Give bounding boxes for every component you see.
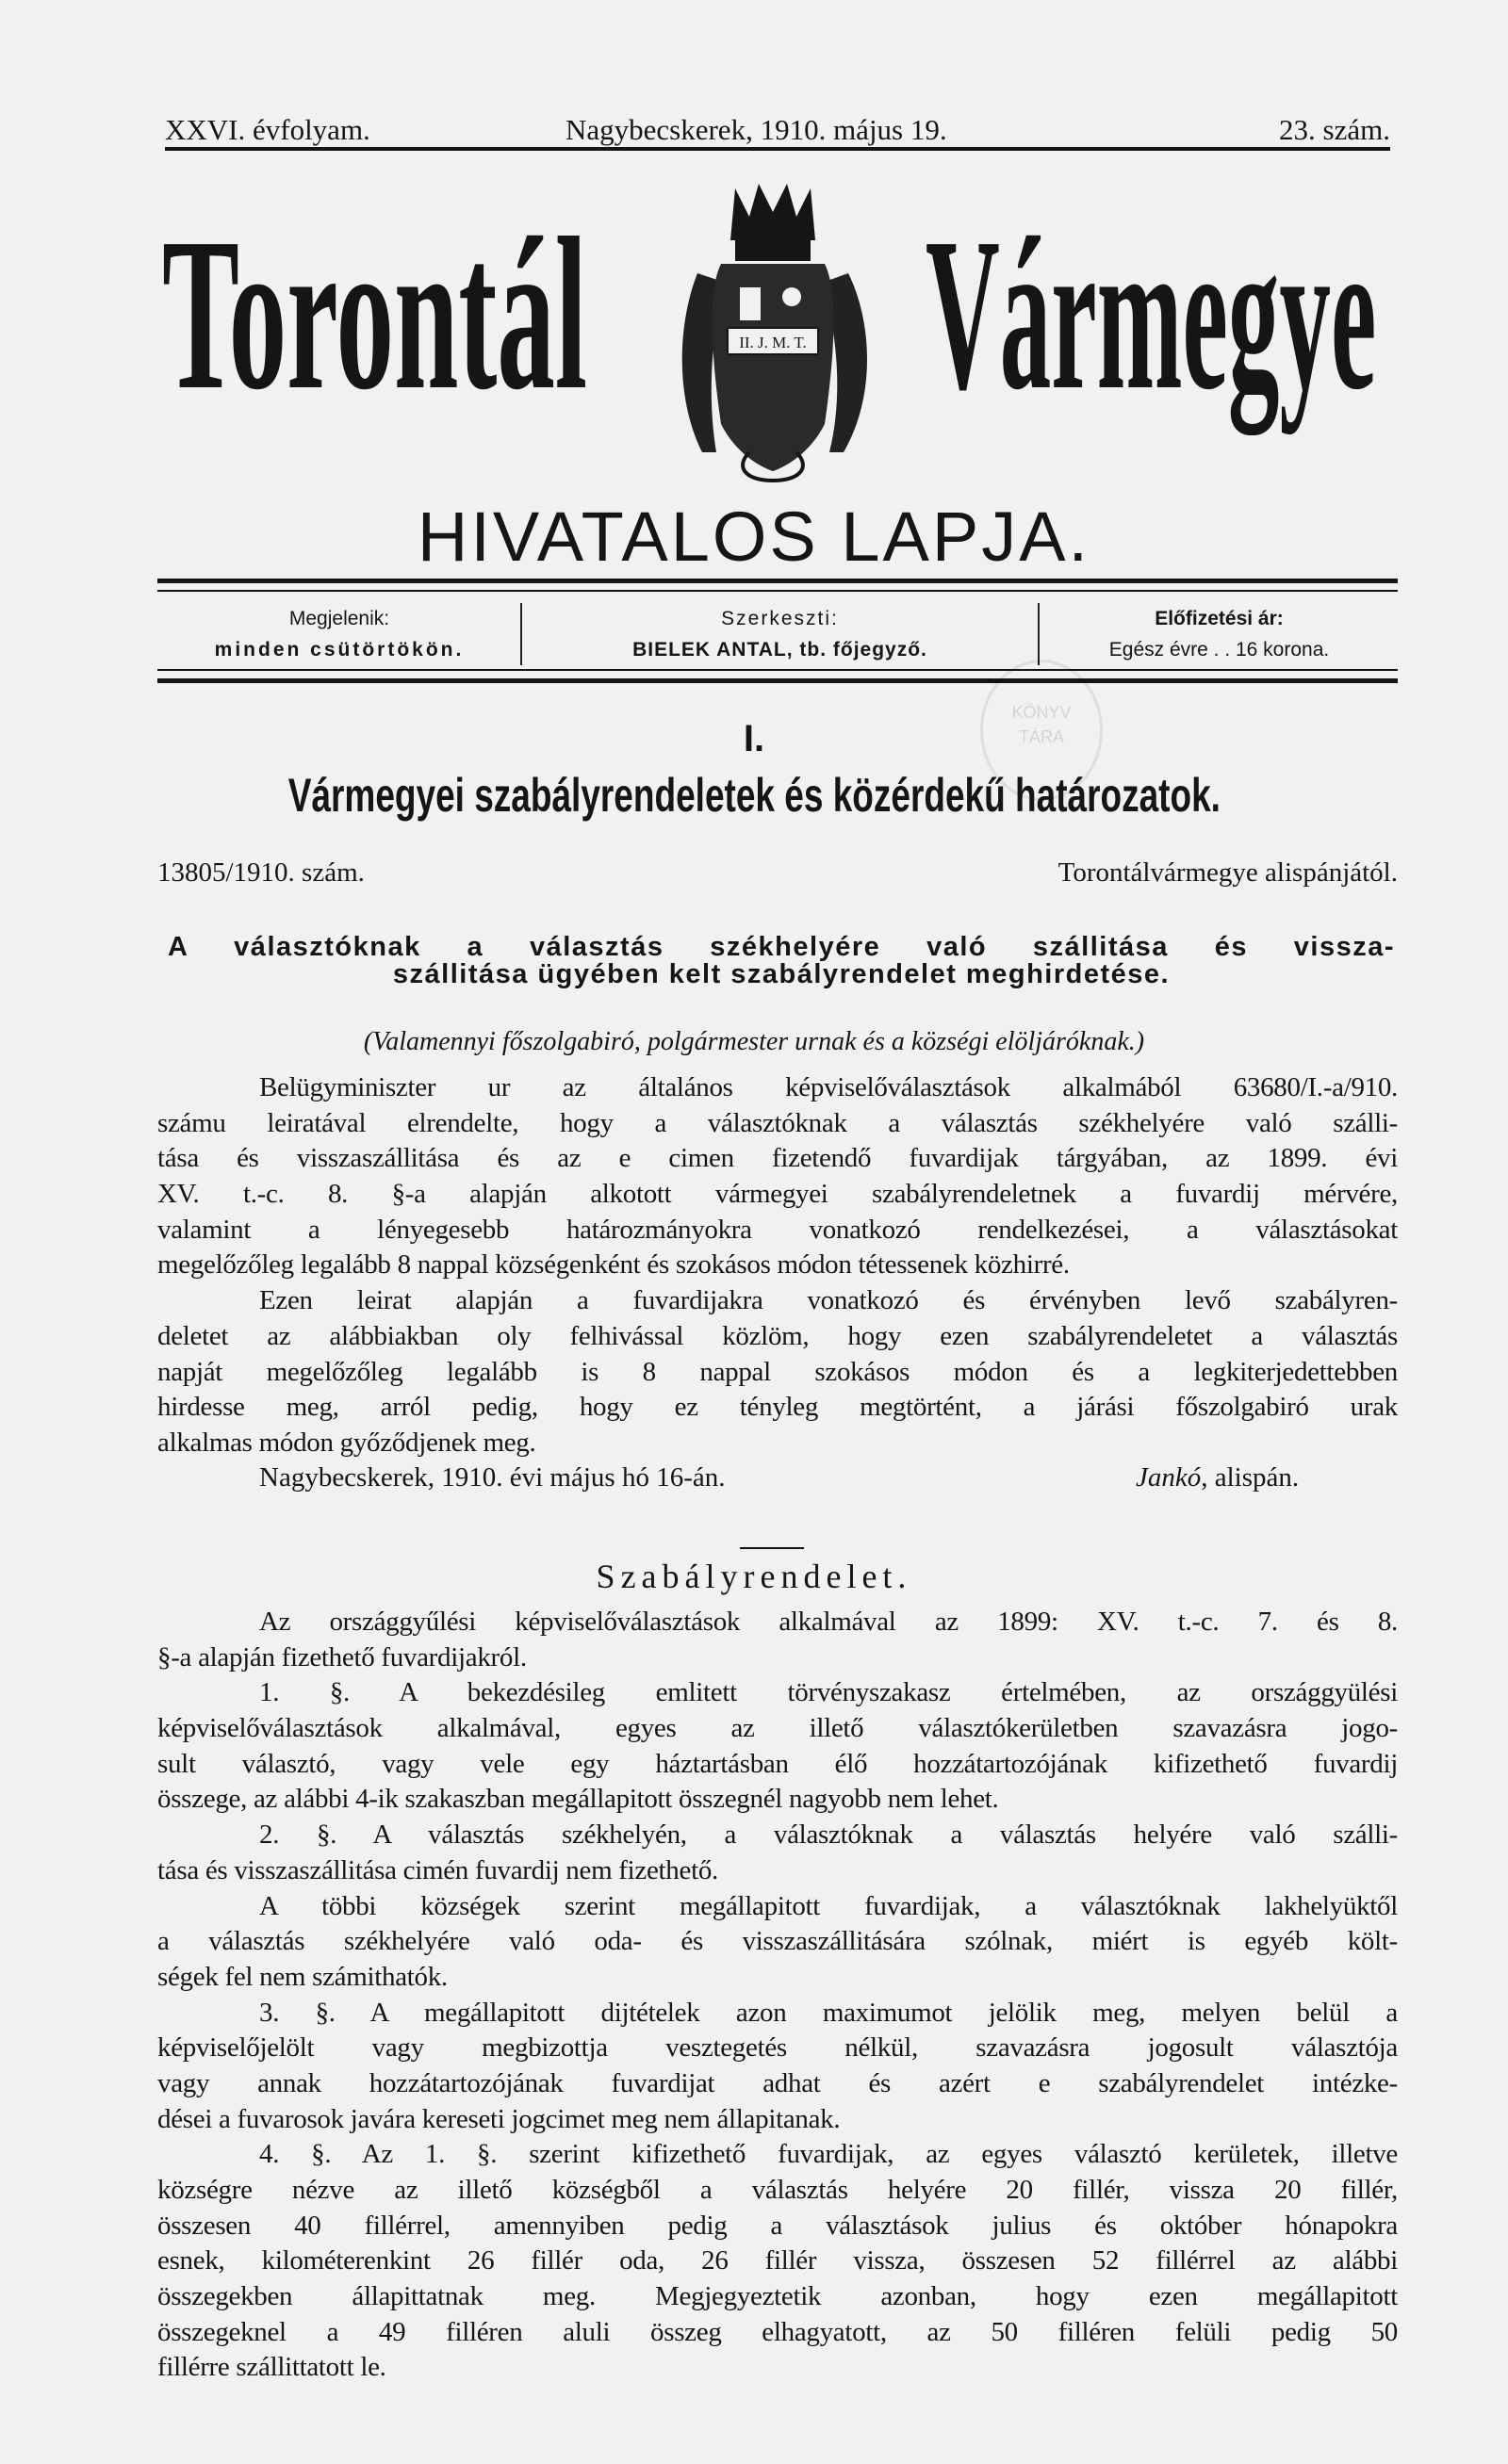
text-line: esnek, kilométerenkint 26 fillér oda, 26 fillér vissza, összesen 52 fillérrel az alábbi <box>157 2245 1398 2276</box>
masthead <box>165 113 1390 151</box>
divider <box>165 147 1390 151</box>
text-line: alkalmas módon győződjenek meg. <box>157 1427 536 1458</box>
text-line: összegeknel a 49 filléren aluli összeg elhagyatott, az 50 filléren felüli pedig 50 <box>157 2316 1398 2347</box>
published-value: minden csütörtökön. <box>214 639 465 661</box>
text-line: megelőzőleg legalább 8 nappal községenként és szokásos módon tétessenek közhirré. <box>157 1249 1070 1281</box>
text-line: 3. §. A megállapitott dijtételek azon maximumot jelölik meg, melyen belül a <box>259 1997 1398 2028</box>
text-line: §-a alapján fizethető fuvardijakról. <box>157 1641 527 1673</box>
section-title: Vármegyei szabályrendeletek és közérdekű határozatok. <box>287 769 1221 822</box>
reference-number: 13805/1910. szám. <box>157 857 365 888</box>
notice-heading-line: szállitása ügyében kelt szabályrendelet meghirdetése. <box>392 959 1171 989</box>
regulation-body <box>157 1605 1398 2386</box>
text-line: Belügyminiszter ur az általános képviselőválasztások alkalmából 63680/I.-a/910. <box>259 1072 1398 1102</box>
text-line: a választás székhelyére való oda- és visszaszállitására szólnak, miért is egyéb költ- <box>157 1926 1398 1957</box>
info-editor <box>523 603 1037 665</box>
info-subscription <box>1041 603 1398 665</box>
stamp-text: KÖNYV <box>1011 703 1072 722</box>
divider <box>157 678 1398 683</box>
coat-of-arms-icon <box>660 170 886 485</box>
crest-banner-text: II. J. M. T. <box>739 334 807 351</box>
text-line: dései a fuvarosok javára kereseti jogcimet meg nem állapitanak. <box>157 2103 841 2134</box>
regulation-title: Szabályrendelet. <box>596 1558 912 1595</box>
section-title-wrap <box>0 768 1508 823</box>
signature-place: Nagybecskerek, 1910. évi május hó 16-án. <box>259 1462 726 1493</box>
text-line: tása és visszaszállitása cimén fuvardij nem fizethető. <box>157 1854 718 1885</box>
subscription-label: Előfizetési ár: <box>1155 608 1284 629</box>
text-line: 4. §. Az 1. §. szerint kifizethető fuvardijak, az egyes választó kerületek, illetve <box>259 2139 1398 2170</box>
place-date: Nagybecskerek, 1910. május 19. <box>566 113 947 146</box>
text-line: valamint a lényegesebb határozmányokra vonatkozó rendelkezései, a választásokat <box>157 1214 1398 1245</box>
text-line: hirdesse meg, arról pedig, hogy ez tényleg megtörtént, a járási főszolgabiró urak <box>157 1392 1398 1423</box>
text-line: összegekben állapittatnak meg. Megjegyeztetik azonban, hogy ezen megállapitott <box>157 2281 1398 2312</box>
text-line: napját megelőzőleg legalább is 8 nappal szokásos módon és a legkiterjedettebben <box>157 1356 1398 1387</box>
info-published <box>157 603 521 665</box>
issue-number: 23. szám. <box>1279 113 1390 146</box>
text-line: képviselőjelölt vagy megbizottja vesztegetés nélkül, szavazásra jogosult választója <box>157 2032 1398 2064</box>
divider <box>157 579 1398 583</box>
title-right: Vármegye <box>926 193 1377 435</box>
text-line: fillérre szállittatott le. <box>157 2352 386 2383</box>
divider <box>740 1547 804 1549</box>
editor-label: Szerkeszti: <box>721 608 839 629</box>
title-left: Torontál <box>162 193 588 435</box>
section-number: I. <box>743 718 765 759</box>
divider <box>157 590 1398 592</box>
column-divider <box>520 603 522 665</box>
text-line: számu leiratával elrendelte, hogy a választóknak a választás székhelyére való szálli- <box>157 1107 1398 1138</box>
text-line: 2. §. A választás székhelyén, a választóknak a választás helyére való szálli- <box>259 1819 1398 1851</box>
text-line: Ezen leirat alapján a fuvardijakra vonatkozó és érvényben levő szabályren- <box>259 1285 1398 1316</box>
volume-label: XXVI. évfolyam. <box>165 113 370 146</box>
divider <box>157 669 1398 671</box>
signature <box>1136 1462 1299 1493</box>
text-line: ségek fel nem számithatók. <box>157 1961 448 1992</box>
stamp-text: TÁRA <box>1018 727 1064 746</box>
subscription-value: Egész évre . . 16 korona. <box>1108 639 1330 661</box>
text-line: összesen 40 fillérrel, amennyiben pedig a választások julius és október hónapokra <box>157 2210 1398 2241</box>
text-line: tása és visszaszállitása és az e cimen fizetendő fuvardijak tárgyában, az 1899. évi <box>157 1143 1398 1174</box>
text-line: deletet az alábbiakban oly felhivással közlöm, hogy ezen szabályrendeletet a választás <box>157 1320 1398 1351</box>
text-line: A többi községek szerint megállapitott fuvardijak, a választóknak lakhelyüktől <box>259 1890 1398 1921</box>
notice-body <box>157 1070 1398 1461</box>
editor-value: BIELEK ANTAL, tb. főjegyző. <box>632 639 927 661</box>
subtitle: HIVATALOS LAPJA. <box>417 498 1091 576</box>
text-line: 1. §. A bekezdésileg emlitett törvényszakasz értelmében, az országgyülési <box>259 1677 1398 1708</box>
addressee: (Valamennyi főszolgabiró, polgármester urnak és a községi elöljáróknak.) <box>363 1027 1145 1056</box>
text-line: XV. t.-c. 8. §-a alapján alkotott vármegyei szabályrendeletnek a fuvardij mérvére, <box>157 1179 1398 1210</box>
text-line: Az országgyűlési képviselőválasztások alkalmával az 1899: XV. t.-c. 7. és 8. <box>259 1607 1398 1637</box>
text-line: képviselőválasztások alkalmával, egyes az illető választókerületben szavazásra jogo- <box>157 1713 1398 1744</box>
text-line: községre nézve az illető községből a választás helyére 20 fillér, vissza 20 fillér, <box>157 2175 1398 2205</box>
text-line: sult választó, vagy vele egy háztartásban élő hozzátartozójának kifizethető fuvardij <box>157 1748 1398 1779</box>
published-label: Megjelenik: <box>288 608 390 629</box>
column-divider <box>1038 603 1040 665</box>
signature-title: , alispán. <box>1201 1462 1300 1493</box>
signature-name: Jankó <box>1136 1462 1202 1493</box>
issuer: Torontálvármegye alispánjától. <box>1057 857 1398 888</box>
notice-heading-line: A választóknak a választás székhelyére való szállitása és vissza- <box>168 932 1395 962</box>
text-line: vagy annak hozzátartozójának fuvardijat adhat és azért e szabályrendelet intézke- <box>157 2067 1398 2098</box>
text-line: összege, az alábbi 4-ik szakaszban megállapitott összegnél nagyobb nem lehet. <box>157 1784 999 1815</box>
